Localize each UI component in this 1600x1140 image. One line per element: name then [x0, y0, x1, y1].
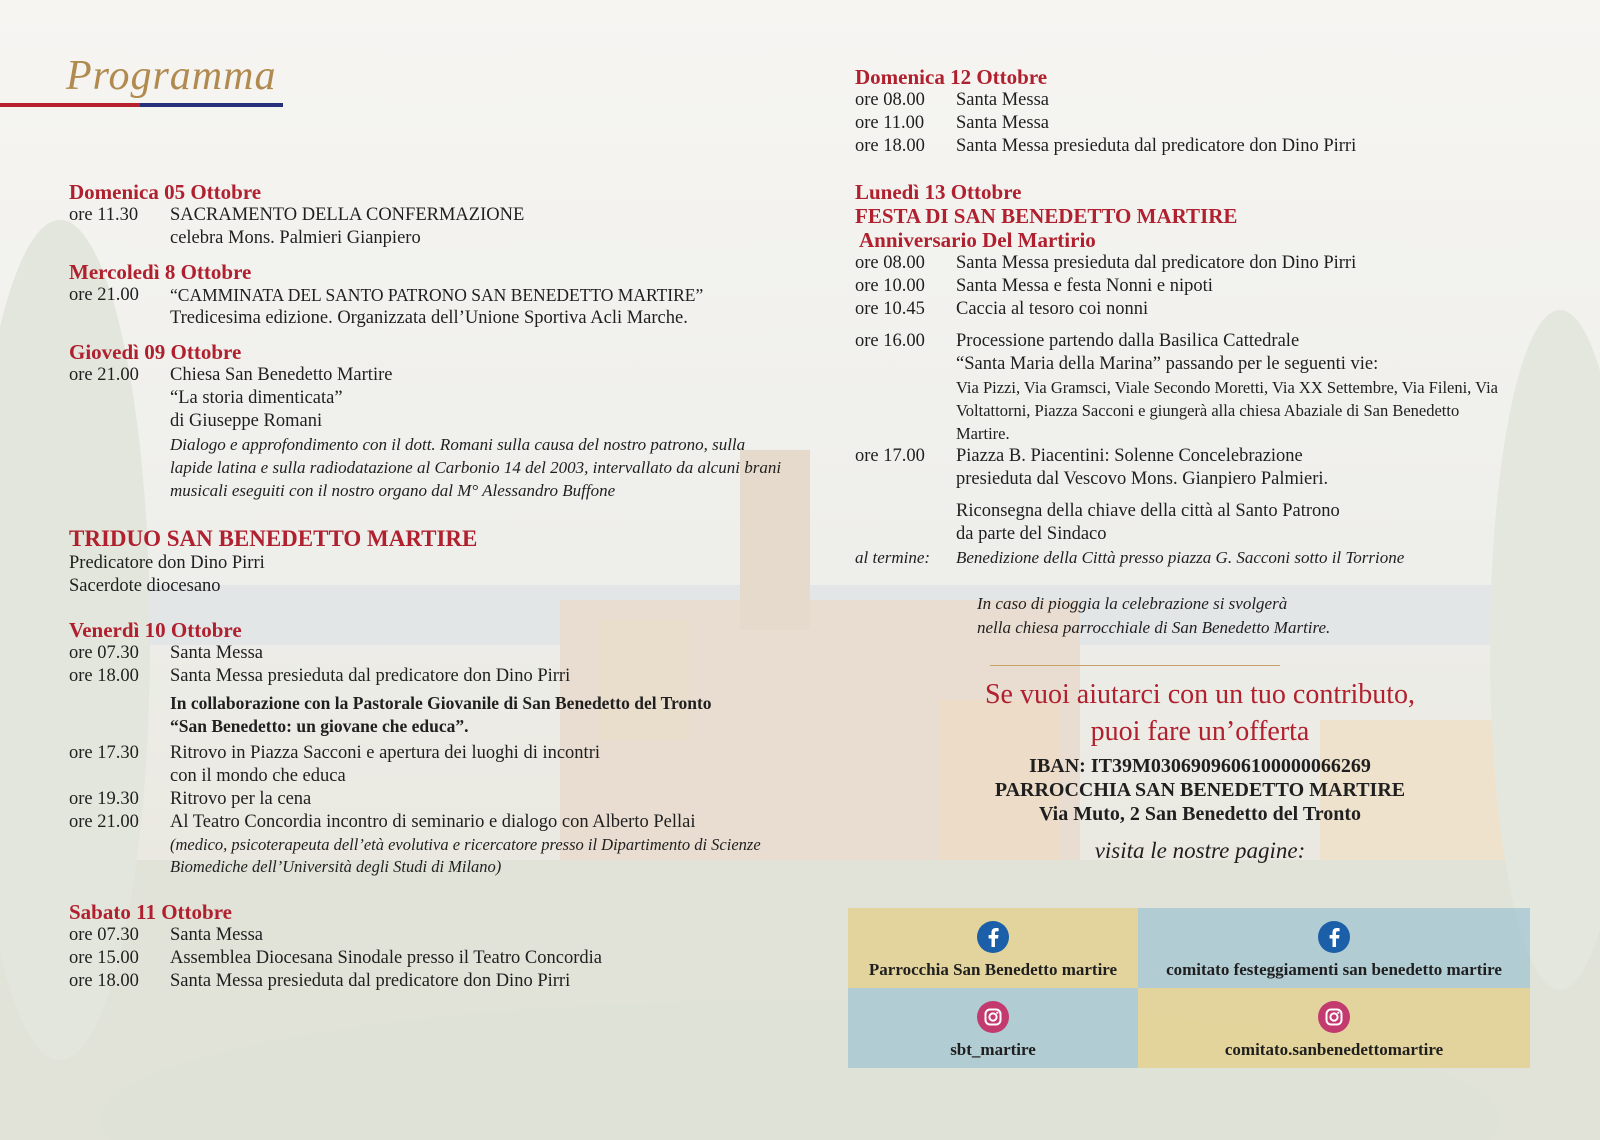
time: ore 18.00 — [69, 666, 139, 686]
description: Riconsegna della chiave della città al Santo Patrono — [956, 501, 1340, 521]
schedule-row — [855, 252, 1535, 275]
rain-notice — [977, 592, 1330, 640]
parish-name: PARROCCHIA SAN BENEDETTO MARTIRE — [994, 779, 1406, 801]
time: ore 17.00 — [855, 446, 925, 466]
collaboration-note: In collaborazione con la Pastorale Giovanile di San Benedetto del Tronto — [170, 693, 712, 713]
feast-heading: FESTA DI SAN BENEDETTO MARTIRE — [855, 204, 1238, 228]
social-links-grid — [848, 908, 1530, 1068]
time: ore 10.45 — [855, 299, 925, 319]
schedule-row — [69, 970, 789, 993]
donation-box — [900, 676, 1500, 826]
schedule-row — [855, 298, 1535, 321]
day-section-sabato-11 — [69, 900, 789, 993]
time: ore 18.00 — [69, 971, 139, 991]
time: ore 11.00 — [855, 113, 925, 133]
description: Piazza B. Piacentini: Solenne Concelebrazione — [956, 446, 1303, 466]
description: con il mondo che educa — [170, 766, 346, 786]
schedule-row — [69, 788, 789, 811]
day-heading: Domenica 05 Ottobre — [69, 180, 262, 204]
schedule-row — [855, 275, 1535, 298]
event-note: (medico, psicoterapeuta dell’età evolutiva e ricercatore presso il Dipartimento di Scienze Biomediche dell’Università degli Studi di Milano) — [170, 835, 761, 876]
description: SACRAMENTO DELLA CONFERMAZIONE — [170, 205, 525, 225]
description: Santa Messa — [956, 90, 1049, 110]
social-link-instagram-sbt[interactable] — [848, 988, 1138, 1068]
instagram-icon — [976, 1000, 1010, 1034]
day-section-lunedi-13 — [855, 180, 1535, 569]
description: presieduta dal Vescovo Mons. Gianpiero Palmieri. — [956, 469, 1329, 489]
schedule-row — [69, 811, 789, 834]
parish-address: Via Muto, 2 San Benedetto del Tronto — [1038, 803, 1362, 825]
title-underline-red — [0, 103, 140, 107]
schedule-row — [855, 546, 1535, 569]
schedule-row — [69, 204, 789, 227]
time: ore 07.30 — [69, 925, 139, 945]
day-heading: Lunedì 13 Ottobre — [855, 180, 1022, 204]
description: Santa Messa — [170, 925, 263, 945]
description: “CAMMINATA DEL SANTO PATRONO SAN BENEDETTO MARTIRE” — [170, 285, 704, 305]
right-column — [855, 65, 1535, 579]
event-note: Dialogo e approfondimento con il dott. Romani sulla causa del nostro patrono, sulla lapide latina e sulla radiodatazione al Carbonio 14 del 2003, intervallato da alcuni brani musicali eseguiti con il nostro organo dal M° Alessandro Buffone — [170, 435, 782, 500]
procession-streets: Via Pizzi, Via Gramsci, Viale Secondo Moretti, Via XX Settembre, Via Fileni, Via Voltattorni, Piazza Sacconi e giungerà alla chiesa Abaziale di San Benedetto Martire. — [956, 378, 1498, 443]
description: di Giuseppe Romani — [170, 411, 323, 431]
time: ore 18.00 — [855, 136, 925, 156]
description: Chiesa San Benedetto Martire — [170, 365, 393, 385]
schedule-row — [69, 642, 789, 665]
description: Santa Messa — [170, 643, 263, 663]
preacher: Predicatore don Dino Pirri — [69, 553, 265, 573]
description: “Santa Maria della Marina” passando per le seguenti vie: — [956, 354, 1379, 374]
social-label: comitato festeggiamenti san benedetto martire — [1166, 960, 1502, 979]
description: Santa Messa presieduta dal predicatore don Dino Pirri — [170, 666, 571, 686]
time: ore 07.30 — [69, 643, 139, 663]
day-heading: Mercoledì 8 Ottobre — [69, 260, 252, 284]
donation-heading: Se vuoi aiutarci con un tuo contributo, — [984, 679, 1416, 710]
collaboration-title: “San Benedetto: un giovane che educa”. — [170, 716, 469, 736]
day-heading: Domenica 12 Ottobre — [855, 65, 1048, 89]
day-section-domenica-12 — [855, 65, 1535, 158]
social-link-facebook-comitato[interactable] — [1138, 908, 1530, 988]
social-link-facebook-parrocchia[interactable] — [848, 908, 1138, 988]
divider — [990, 665, 1280, 666]
description: Ritrovo per la cena — [170, 789, 312, 809]
schedule-row — [69, 364, 789, 387]
schedule-row — [855, 330, 1535, 353]
visit-pages-text: visita le nostre pagine: — [1094, 838, 1306, 863]
social-label: comitato.sanbenedettomartire — [1224, 1040, 1444, 1059]
schedule-row — [855, 89, 1535, 112]
preacher-role: Sacerdote diocesano — [69, 576, 221, 596]
description: Santa Messa presieduta dal predicatore don Dino Pirri — [170, 971, 571, 991]
schedule-row — [855, 112, 1535, 135]
day-heading: Venerdì 10 Ottobre — [69, 618, 242, 642]
time: ore 16.00 — [855, 331, 925, 351]
social-link-instagram-comitato[interactable] — [1138, 988, 1530, 1068]
time: ore 11.30 — [69, 205, 139, 225]
schedule-row — [69, 924, 789, 947]
iban: IBAN: IT39M0306909606100000066269 — [1029, 755, 1371, 777]
schedule-row — [855, 445, 1535, 468]
anniversary-heading: Anniversario Del Martirio — [859, 228, 1096, 252]
day-heading: Sabato 11 Ottobre — [69, 900, 232, 924]
time: ore 15.00 — [69, 948, 139, 968]
description: Benedizione della Città presso piazza G. Sacconi sotto il Torrione — [956, 548, 1405, 567]
description: Santa Messa presieduta dal predicatore don Dino Pirri — [956, 253, 1357, 273]
description: Ritrovo in Piazza Sacconi e apertura dei luoghi di incontri — [170, 743, 600, 763]
description: Santa Messa presieduta dal predicatore don Dino Pirri — [956, 136, 1357, 156]
social-label: Parrocchia San Benedetto martire — [868, 960, 1118, 979]
description: Santa Messa e festa Nonni e nipoti — [956, 276, 1213, 296]
facebook-icon — [1317, 920, 1351, 954]
schedule-row — [69, 947, 789, 970]
description: Processione partendo dalla Basilica Cattedrale — [956, 331, 1300, 351]
day-section-domenica-05 — [69, 180, 789, 250]
time: ore 08.00 — [855, 90, 925, 110]
time: ore 08.00 — [855, 253, 925, 273]
triduo-section — [69, 526, 789, 598]
time: ore 21.00 — [69, 285, 139, 305]
description: celebra Mons. Palmieri Gianpiero — [170, 228, 421, 248]
rain-notice-line: In caso di pioggia la celebrazione si svolgerà — [977, 594, 1288, 613]
title-underline-blue — [140, 103, 283, 107]
instagram-icon — [1317, 1000, 1351, 1034]
schedule-row — [69, 665, 789, 688]
description: Caccia al tesoro coi nonni — [956, 299, 1149, 319]
time: ore 10.00 — [855, 276, 925, 296]
time: ore 21.00 — [69, 365, 139, 385]
time: ore 19.30 — [69, 789, 139, 809]
schedule-row — [69, 742, 789, 765]
schedule-row — [69, 284, 789, 307]
time: ore 21.00 — [69, 812, 139, 832]
description: Tredicesima edizione. Organizzata dell’Unione Sportiva Acli Marche. — [170, 308, 688, 328]
social-label: sbt_martire — [950, 1040, 1036, 1059]
day-section-mercoledi-08 — [69, 260, 789, 330]
description: “La storia dimenticata” — [170, 388, 343, 408]
time: ore 17.30 — [69, 743, 139, 763]
description: Assemblea Diocesana Sinodale presso il Teatro Concordia — [170, 948, 602, 968]
day-heading: Giovedì 09 Ottobre — [69, 340, 242, 364]
description: Santa Messa — [956, 113, 1049, 133]
day-section-giovedi-09 — [69, 340, 789, 502]
rain-notice-line: nella chiesa parrocchiale di San Benedetto Martire. — [977, 618, 1331, 637]
facebook-icon — [976, 920, 1010, 954]
schedule-row — [855, 135, 1535, 158]
page-title: Programma — [66, 53, 277, 99]
time-label: al termine: — [855, 548, 931, 567]
day-section-venerdi-10 — [69, 618, 789, 878]
left-column — [69, 180, 789, 1003]
donation-heading: puoi fare un’offerta — [1090, 716, 1310, 747]
description: da parte del Sindaco — [956, 524, 1107, 544]
description: Al Teatro Concordia incontro di seminario e dialogo con Alberto Pellai — [170, 812, 696, 832]
triduo-heading: TRIDUO SAN BENEDETTO MARTIRE — [69, 526, 478, 551]
